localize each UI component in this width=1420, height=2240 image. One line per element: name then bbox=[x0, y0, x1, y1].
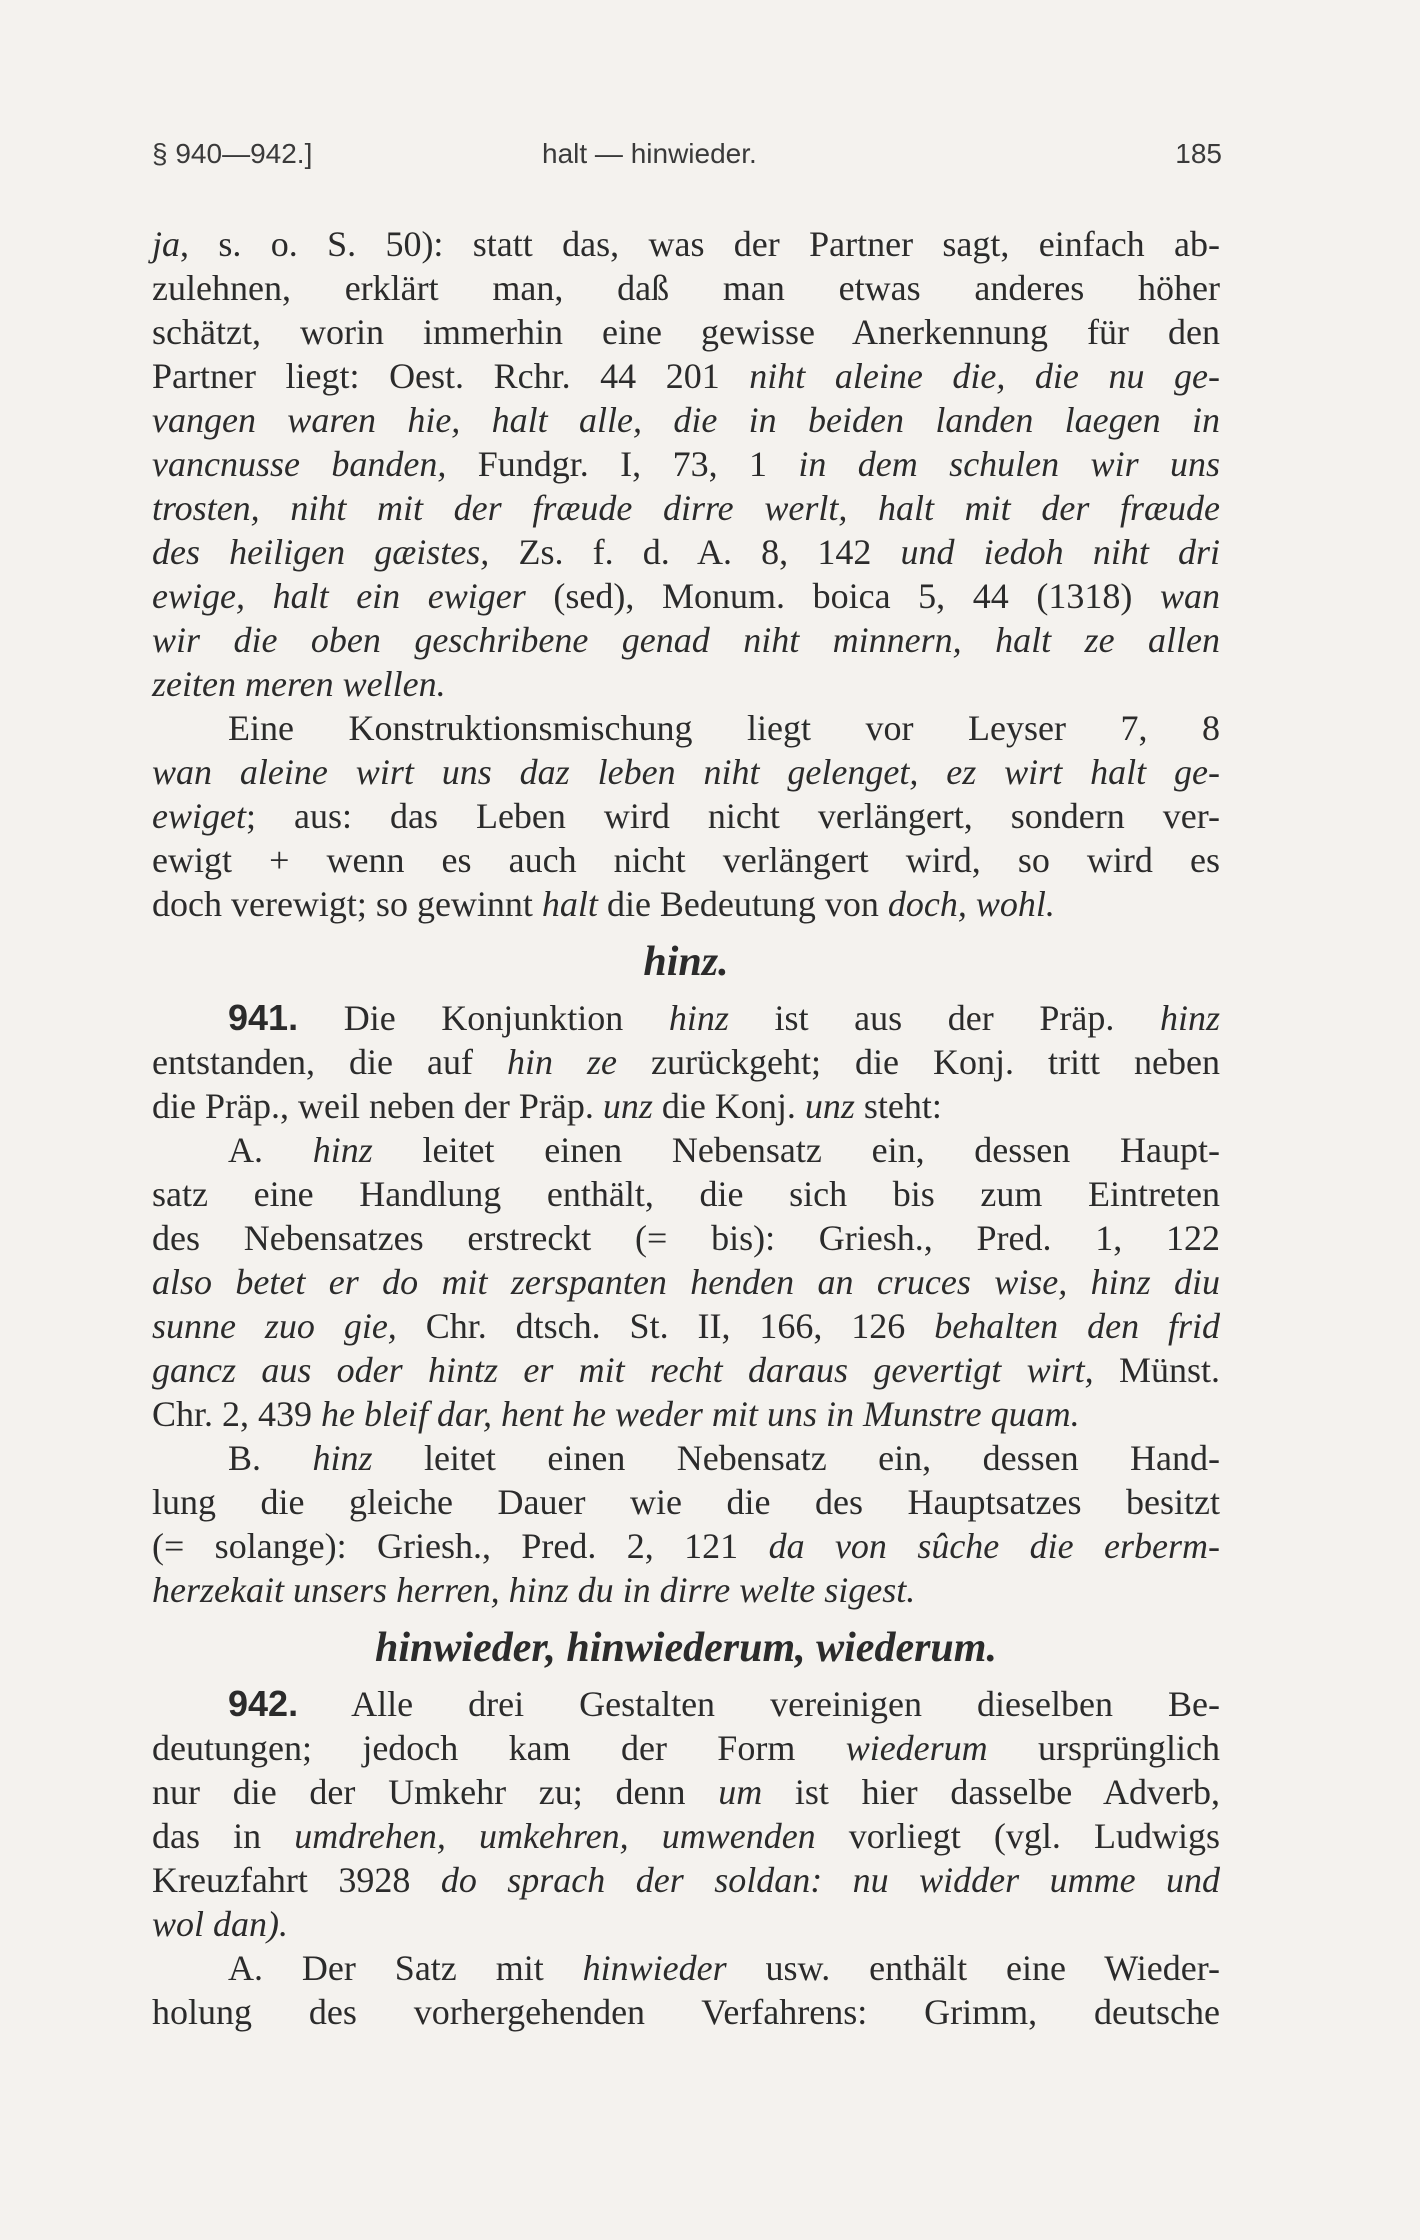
text-span: die Bedeutung von bbox=[597, 884, 888, 924]
text-span: Partner liegt: Oest. Rchr. 44 201 bbox=[152, 356, 750, 396]
text-line bbox=[152, 662, 1220, 706]
text-line bbox=[152, 1172, 1220, 1216]
text-span: ewigt + wenn es auch nicht verlängert wird, so wird es bbox=[152, 840, 1220, 880]
text-line bbox=[152, 1436, 1220, 1480]
running-title: halt — hinwieder. bbox=[542, 138, 757, 169]
text-line bbox=[152, 1304, 1220, 1348]
italic-quote: he bleif dar, hent he weder mit uns in Munstre quam. bbox=[321, 1394, 1080, 1434]
text-span: zurückgeht; die Konj. tritt neben bbox=[617, 1042, 1220, 1082]
italic-quote: wan aleine wirt uns daz leben niht gelenget, ez wirt halt ge- bbox=[152, 752, 1220, 792]
text-span: holung des vorhergehenden Verfahrens: Grimm, deutsche bbox=[152, 1992, 1220, 2032]
text-line bbox=[152, 1858, 1220, 1902]
text-span: Kreuzfahrt 3928 bbox=[152, 1860, 441, 1900]
text-span: Die Konjunktion bbox=[298, 998, 669, 1038]
italic-quote: ja bbox=[152, 224, 181, 264]
text-span: das in bbox=[152, 1816, 295, 1856]
text-span: doch verewigt; so gewinnt bbox=[152, 884, 542, 924]
text-line bbox=[152, 1770, 1220, 1814]
text-line bbox=[152, 354, 1220, 398]
text-span: ist hier dasselbe Adverb, bbox=[762, 1772, 1220, 1812]
text-line bbox=[152, 1814, 1220, 1858]
text-span: ist aus der Präp. bbox=[728, 998, 1160, 1038]
section-range: § 940—942.] bbox=[152, 138, 313, 169]
text-span: vorliegt (vgl. Ludwigs bbox=[815, 1816, 1221, 1856]
italic-quote: doch, wohl. bbox=[887, 884, 1055, 924]
text-line bbox=[152, 1216, 1220, 1260]
text-line bbox=[152, 882, 1220, 926]
text-span: B. bbox=[228, 1438, 313, 1478]
text-line bbox=[152, 1040, 1220, 1084]
section-heading bbox=[152, 930, 1220, 994]
text-line bbox=[152, 618, 1220, 662]
text-span: , s. o. S. 50): statt das, was der Partner sagt, einfach ab- bbox=[180, 224, 1220, 264]
text-span: Münst. bbox=[1093, 1350, 1220, 1390]
italic-quote: hinwieder bbox=[582, 1948, 727, 1988]
text-span: schätzt, worin immerhin eine gewisse Anerkennung für den bbox=[152, 312, 1220, 352]
text-span: ursprünglich bbox=[987, 1728, 1220, 1768]
italic-quote: gancz aus oder hintz er mit recht daraus gevertigt wirt, bbox=[152, 1350, 1094, 1390]
italic-quote: hinz bbox=[312, 1438, 373, 1478]
text-line bbox=[152, 838, 1220, 882]
text-line bbox=[152, 794, 1220, 838]
text-line bbox=[152, 1726, 1220, 1770]
running-head bbox=[152, 138, 1222, 178]
text-span: deutungen; jedoch kam der Form bbox=[152, 1728, 846, 1768]
text-line bbox=[152, 1128, 1220, 1172]
text-span: die Konj. bbox=[652, 1086, 805, 1126]
italic-quote: in dem schulen wir uns bbox=[798, 444, 1220, 484]
text-span: (sed), Monum. boica 5, 44 (1318) bbox=[525, 576, 1160, 616]
italic-quote: halt bbox=[541, 884, 598, 924]
italic-quote: des heiligen gæistes, bbox=[152, 532, 490, 572]
text-line bbox=[152, 1084, 1220, 1128]
text-line bbox=[152, 222, 1220, 266]
text-line bbox=[152, 310, 1220, 354]
italic-quote: hin ze bbox=[506, 1042, 617, 1082]
italic-quote: vangen waren hie, halt alle, die in beiden landen laegen in bbox=[152, 400, 1220, 440]
section-number: 941. bbox=[228, 997, 299, 1038]
italic-quote: zeiten meren wellen. bbox=[152, 664, 446, 704]
italic-quote: da von sûche die erberm- bbox=[768, 1526, 1221, 1566]
text-line bbox=[152, 1902, 1220, 1946]
text-span: Fundgr. I, 73, 1 bbox=[446, 444, 799, 484]
text-line bbox=[152, 1682, 1220, 1726]
italic-quote: also betet er do mit zerspanten henden an cruces wise, hinz diu bbox=[152, 1262, 1220, 1302]
italic-quote: herzekait unsers herren, hinz du in dirre welte sigest. bbox=[152, 1570, 916, 1610]
italic-quote: hinz bbox=[668, 998, 729, 1038]
italic-quote: ewige, halt ein ewiger bbox=[152, 576, 526, 616]
text-span: usw. enthält eine Wieder- bbox=[726, 1948, 1220, 1988]
text-span: hinz. bbox=[643, 939, 729, 985]
italic-quote: do sprach der soldan: nu widder umme und bbox=[440, 1860, 1220, 1900]
text-line bbox=[152, 1392, 1220, 1436]
text-line bbox=[152, 706, 1220, 750]
text-span: nur die der Umkehr zu; denn bbox=[152, 1772, 719, 1812]
text-line bbox=[152, 1946, 1220, 1990]
italic-quote: vancnusse banden, bbox=[152, 444, 447, 484]
text-line bbox=[152, 486, 1220, 530]
text-span: die Präp., weil neben der Präp. bbox=[152, 1086, 603, 1126]
text-span: Eine Konstruktionsmischung liegt vor Leyser 7, 8 bbox=[228, 708, 1220, 748]
text-span: entstanden, die auf bbox=[152, 1042, 507, 1082]
text-span: A. bbox=[228, 1130, 313, 1170]
page-number: 185 bbox=[1175, 138, 1222, 169]
text-span: satz eine Handlung enthält, die sich bis zum Eintreten bbox=[152, 1174, 1220, 1214]
italic-quote: wiederum bbox=[845, 1728, 988, 1768]
text-span: (= solange): Griesh., Pred. 2, 121 bbox=[152, 1526, 769, 1566]
body-text bbox=[152, 222, 1220, 2034]
text-span: ; aus: das Leben wird nicht verlängert, sondern ver- bbox=[245, 796, 1220, 836]
section-heading bbox=[152, 1616, 1220, 1680]
text-line bbox=[152, 1480, 1220, 1524]
text-span: zulehnen, erklärt man, daß man etwas anderes höher bbox=[152, 268, 1220, 308]
text-line bbox=[152, 530, 1220, 574]
text-span: lung die gleiche Dauer wie die des Hauptsatzes besitzt bbox=[152, 1482, 1220, 1522]
italic-quote: ewiget bbox=[152, 796, 246, 836]
text-span: hinwieder, hinwiederum, wiederum. bbox=[375, 1625, 997, 1671]
italic-quote: umdrehen, umkehren, umwenden bbox=[294, 1816, 816, 1856]
italic-quote: wol dan). bbox=[152, 1904, 289, 1944]
text-line bbox=[152, 1260, 1220, 1304]
text-span: A. Der Satz mit bbox=[228, 1948, 583, 1988]
text-span: leitet einen Nebensatz ein, dessen Haupt- bbox=[372, 1130, 1220, 1170]
italic-quote: hinz bbox=[312, 1130, 373, 1170]
text-span: Chr. 2, 439 bbox=[152, 1394, 322, 1434]
italic-quote: hinz bbox=[1159, 998, 1220, 1038]
text-line bbox=[152, 750, 1220, 794]
italic-quote: wir die oben geschribene genad niht minnern, halt ze allen bbox=[152, 620, 1220, 660]
text-line bbox=[152, 1524, 1220, 1568]
italic-quote: sunne zuo gie, bbox=[152, 1306, 397, 1346]
text-line bbox=[152, 266, 1220, 310]
text-line bbox=[152, 996, 1220, 1040]
italic-quote: wan bbox=[1159, 576, 1220, 616]
italic-quote: behalten den frid bbox=[934, 1306, 1220, 1346]
italic-quote: um bbox=[718, 1772, 763, 1812]
italic-quote: trosten, niht mit der fræude dirre werlt, halt mit der fræude bbox=[152, 488, 1220, 528]
italic-quote: unz bbox=[804, 1086, 855, 1126]
text-line bbox=[152, 1348, 1220, 1392]
text-line bbox=[152, 1990, 1220, 2034]
italic-quote: und iedoh niht dri bbox=[900, 532, 1221, 572]
text-line bbox=[152, 442, 1220, 486]
text-line bbox=[152, 574, 1220, 618]
section-number: 942. bbox=[228, 1683, 299, 1724]
text-span: des Nebensatzes erstreckt (= bis): Griesh., Pred. 1, 122 bbox=[152, 1218, 1220, 1258]
text-line bbox=[152, 398, 1220, 442]
italic-quote: unz bbox=[602, 1086, 653, 1126]
text-span: Chr. dtsch. St. II, 166, 126 bbox=[396, 1306, 935, 1346]
text-line bbox=[152, 1568, 1220, 1612]
italic-quote: niht aleine die, die nu ge- bbox=[749, 356, 1220, 396]
text-span: Alle drei Gestalten vereinigen dieselben Be- bbox=[298, 1684, 1220, 1724]
text-span: leitet einen Nebensatz ein, dessen Hand- bbox=[372, 1438, 1220, 1478]
text-span: Zs. f. d. A. 8, 142 bbox=[489, 532, 901, 572]
text-span: steht: bbox=[854, 1086, 942, 1126]
